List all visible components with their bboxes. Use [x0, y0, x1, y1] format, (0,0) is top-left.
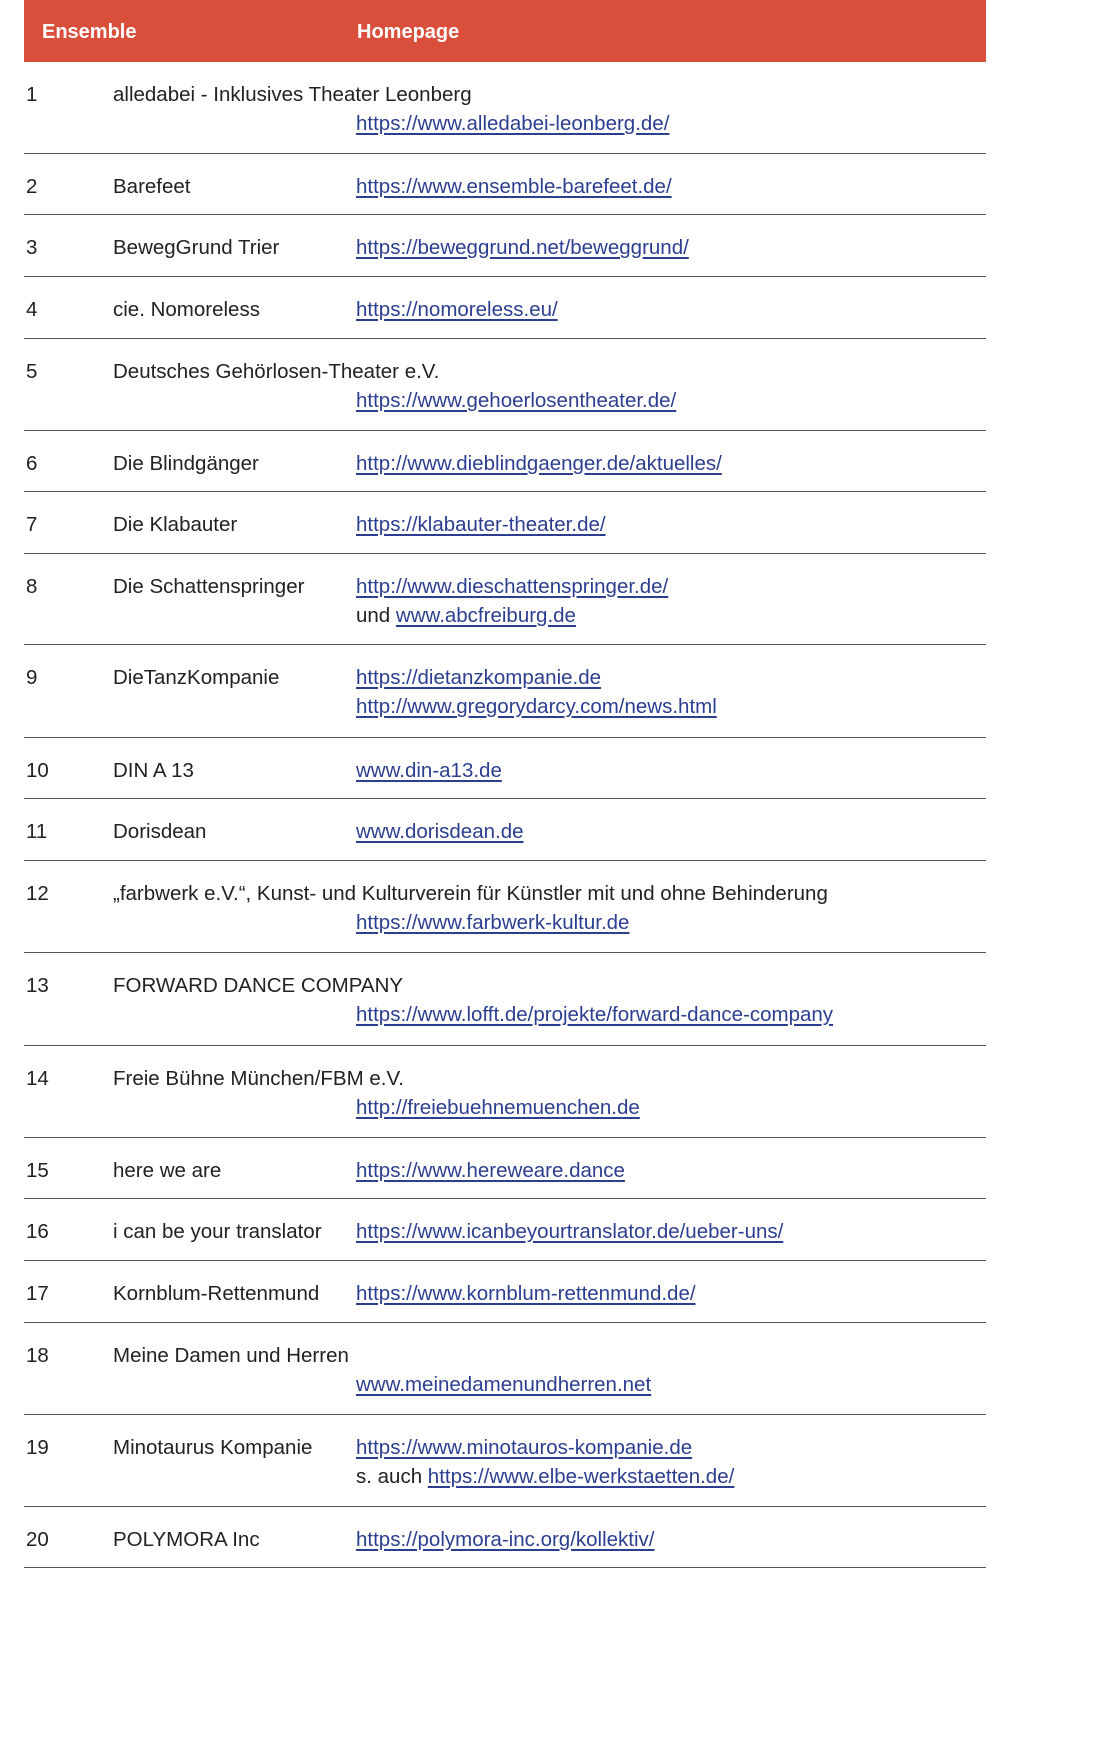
homepage-line — [356, 1528, 655, 1557]
table-row — [24, 645, 986, 738]
homepage-link[interactable]: https://www.ensemble-barefeet.de/ — [356, 175, 672, 198]
ensemble-name: Deutsches Gehörlosen-Theater e.V. — [113, 360, 440, 383]
table-row — [24, 62, 986, 154]
homepage-cell — [356, 112, 669, 141]
homepage-cell — [356, 1436, 734, 1494]
homepage-link[interactable]: https://www.farbwerk-kultur.de — [356, 911, 630, 934]
homepage-line — [356, 759, 502, 788]
row-number: 17 — [26, 1282, 49, 1305]
homepage-link[interactable]: https://dietanzkompanie.de — [356, 666, 602, 689]
ensemble-table — [24, 0, 986, 1568]
ensemble-name: i can be your translator — [113, 1220, 322, 1243]
homepage-line — [356, 575, 668, 604]
homepage-cell — [356, 1528, 655, 1557]
row-number: 3 — [26, 236, 38, 259]
row-number: 10 — [26, 759, 49, 782]
homepage-line — [356, 604, 668, 633]
table-body — [24, 62, 986, 1568]
homepage-link[interactable]: www.dorisdean.de — [356, 820, 524, 843]
ensemble-name: FORWARD DANCE COMPANY — [113, 974, 404, 997]
homepage-cell — [356, 298, 558, 327]
table-row — [24, 339, 986, 431]
homepage-link[interactable]: https://www.minotauros-kompanie.de — [356, 1436, 693, 1459]
homepage-line — [356, 1096, 640, 1125]
homepage-link[interactable]: https://www.alledabei-leonberg.de/ — [356, 112, 670, 135]
row-number: 18 — [26, 1344, 49, 1367]
table-row — [24, 738, 986, 799]
homepage-line — [356, 1282, 696, 1311]
ensemble-name: BewegGrund Trier — [113, 236, 280, 259]
table-row — [24, 861, 986, 953]
ensemble-name: POLYMORA Inc — [113, 1528, 260, 1551]
table-row — [24, 1507, 986, 1568]
homepage-cell — [356, 389, 676, 418]
table-row — [24, 554, 986, 645]
column-header-ensemble: Ensemble — [42, 21, 137, 43]
table-row — [24, 154, 986, 215]
homepage-line — [356, 1220, 783, 1249]
link-prefix: und — [356, 604, 396, 627]
row-number: 12 — [26, 882, 49, 905]
homepage-line — [356, 175, 672, 204]
homepage-cell — [356, 575, 668, 633]
homepage-link[interactable]: https://beweggrund.net/beweggrund/ — [356, 236, 689, 259]
homepage-line — [356, 1373, 651, 1402]
ensemble-name: Meine Damen und Herren — [113, 1344, 349, 1367]
table-row — [24, 492, 986, 554]
row-number: 20 — [26, 1528, 49, 1551]
ensemble-name: cie. Nomoreless — [113, 298, 260, 321]
homepage-line — [356, 389, 676, 418]
row-number: 11 — [26, 820, 48, 843]
homepage-line — [356, 911, 629, 940]
homepage-link[interactable]: http://www.gregorydarcy.com/news.html — [356, 695, 717, 718]
homepage-link[interactable]: www.din-a13.de — [356, 759, 502, 782]
homepage-cell — [356, 1096, 640, 1125]
table-row — [24, 1323, 986, 1415]
ensemble-name: Barefeet — [113, 175, 191, 198]
homepage-link[interactable]: https://polymora-inc.org/kollektiv/ — [356, 1528, 655, 1551]
ensemble-name: Dorisdean — [113, 820, 207, 843]
homepage-line — [356, 298, 558, 327]
table-row — [24, 1415, 986, 1507]
link-prefix: s. auch — [356, 1465, 428, 1488]
row-number: 9 — [26, 666, 38, 689]
row-number: 1 — [26, 83, 38, 106]
table-row — [24, 1138, 986, 1199]
homepage-line — [356, 820, 524, 849]
table-row — [24, 1261, 986, 1323]
homepage-link[interactable]: https://www.lofft.de/projekte/forward-dance-company — [356, 1003, 834, 1026]
row-number: 2 — [26, 175, 38, 198]
row-number: 7 — [26, 513, 38, 536]
ensemble-name: here we are — [113, 1159, 222, 1182]
table-row — [24, 1046, 986, 1138]
row-number: 6 — [26, 452, 38, 475]
homepage-link[interactable]: https://www.icanbeyourtranslator.de/ueber-uns/ — [356, 1220, 784, 1243]
homepage-cell — [356, 452, 722, 481]
homepage-cell — [356, 175, 672, 204]
homepage-link[interactable]: https://www.hereweare.dance — [356, 1159, 625, 1182]
homepage-link[interactable]: https://www.kornblum-rettenmund.de/ — [356, 1282, 696, 1305]
homepage-link[interactable]: https://www.elbe-werkstaetten.de/ — [427, 1465, 735, 1488]
homepage-cell — [356, 1003, 833, 1032]
homepage-line — [356, 1159, 625, 1188]
homepage-cell — [356, 911, 629, 940]
homepage-line — [356, 452, 722, 481]
homepage-line — [356, 1436, 734, 1465]
homepage-line — [356, 112, 669, 141]
ensemble-name: Minotaurus Kompanie — [113, 1436, 313, 1459]
homepage-line — [356, 666, 717, 695]
ensemble-name: Kornblum-Rettenmund — [113, 1282, 320, 1305]
homepage-link[interactable]: www.abcfreiburg.de — [395, 604, 576, 627]
homepage-cell — [356, 513, 606, 542]
homepage-link[interactable]: https://nomoreless.eu/ — [356, 298, 558, 321]
homepage-link[interactable]: http://www.dieblindgaenger.de/aktuelles/ — [356, 452, 722, 475]
homepage-line — [356, 1003, 833, 1032]
table-header — [24, 0, 986, 62]
homepage-cell — [356, 1373, 651, 1402]
homepage-link[interactable]: https://www.gehoerlosentheater.de/ — [356, 389, 677, 412]
homepage-cell — [356, 759, 502, 788]
homepage-link[interactable]: http://freiebuehnemuenchen.de — [356, 1096, 640, 1119]
homepage-link[interactable]: https://klabauter-theater.de/ — [356, 513, 606, 536]
homepage-link[interactable]: www.meinedamenundherren.net — [356, 1373, 652, 1396]
table-row — [24, 799, 986, 861]
homepage-cell — [356, 1159, 625, 1188]
homepage-line — [356, 695, 717, 724]
ensemble-name: DieTanzKompanie — [113, 666, 280, 689]
homepage-link[interactable]: http://www.dieschattenspringer.de/ — [356, 575, 669, 598]
ensemble-name: alledabei - Inklusives Theater Leonberg — [113, 83, 472, 106]
row-number: 16 — [26, 1220, 49, 1243]
column-header-homepage: Homepage — [357, 21, 460, 43]
ensemble-name: Die Blindgänger — [113, 452, 259, 475]
ensemble-name: Die Klabauter — [113, 513, 238, 536]
table-row — [24, 1199, 986, 1261]
homepage-line — [356, 513, 606, 542]
row-number: 15 — [26, 1159, 49, 1182]
table-row — [24, 277, 986, 339]
ensemble-name: DIN A 13 — [113, 759, 194, 782]
homepage-line — [356, 1465, 734, 1494]
row-number: 4 — [26, 298, 38, 321]
homepage-line — [356, 236, 689, 265]
ensemble-name: „farbwerk e.V.“, Kunst- und Kulturverein für Künstler mit und ohne Behinderung — [113, 882, 828, 905]
homepage-cell — [356, 236, 689, 265]
row-number: 14 — [26, 1067, 49, 1090]
ensemble-name: Freie Bühne München/FBM e.V. — [113, 1067, 404, 1090]
homepage-cell — [356, 1282, 696, 1311]
homepage-cell — [356, 666, 717, 724]
table-row — [24, 431, 986, 492]
homepage-cell — [356, 820, 524, 849]
row-number: 19 — [26, 1436, 49, 1459]
ensemble-name: Die Schattenspringer — [113, 575, 305, 598]
row-number: 8 — [26, 575, 38, 598]
row-number: 5 — [26, 360, 38, 383]
table-row — [24, 953, 986, 1046]
homepage-cell — [356, 1220, 783, 1249]
table-row — [24, 215, 986, 277]
row-number: 13 — [26, 974, 49, 997]
